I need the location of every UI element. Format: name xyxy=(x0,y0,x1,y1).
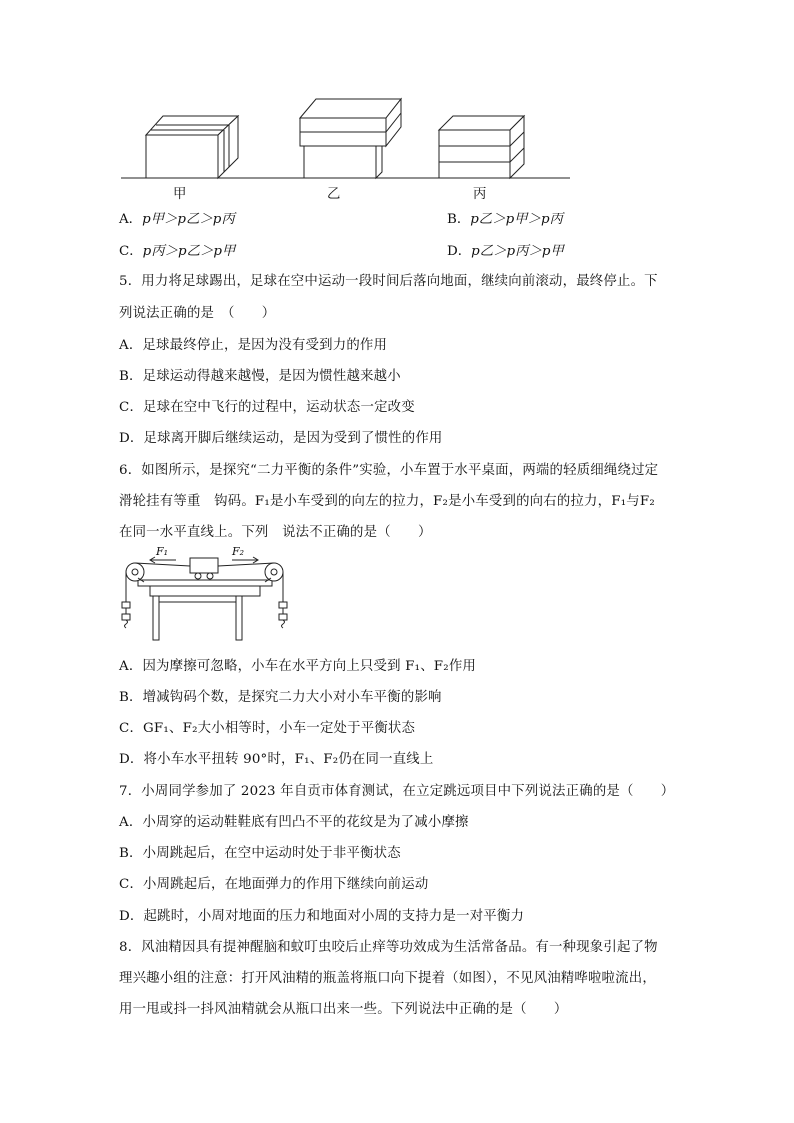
box-yi xyxy=(300,99,401,178)
q6-stem-line2: 滑轮挂有等重 钩码。F₁是小车受到的向左的拉力，F₂是小车受到的向右的拉力，F₁与F₂ xyxy=(119,494,655,509)
q4-option-b: B．p乙＞p甲＞p丙 xyxy=(447,212,563,227)
q4-option-c: C．p丙＞p乙＞p甲 xyxy=(119,244,236,259)
q5-option-a: A．足球最终停止，是因为没有受到力的作用 xyxy=(119,338,388,353)
box-bing xyxy=(439,116,524,178)
two-force-balance-figure xyxy=(0,540,794,650)
q6-option-b: B．增减钩码个数，是探究二力大小对小车平衡的影响 xyxy=(119,690,442,705)
q5-option-d: D．足球离开脚后继续运动，是因为受到了惯性的作用 xyxy=(119,431,443,446)
q7-option-a: A．小周穿的运动鞋鞋底有凹凸不平的花纹是为了减小摩擦 xyxy=(119,815,469,830)
q6-stem-line3: 在同一水平直线上。下列 说法不正确的是（ ） xyxy=(119,525,432,540)
q7-stem: 7．小周同学参加了 2023 年自贡市体育测试，在立定跳远项目中下列说法正确的是（ ） xyxy=(119,784,675,799)
fig-label-f2: F₂ xyxy=(232,545,245,558)
q7-option-c: C．小周跳起后，在地面弹力的作用下继续向前运动 xyxy=(119,877,429,892)
fig-label-f1: F₁ xyxy=(156,545,169,558)
q5-option-c: C．足球在空中飞行的过程中，运动状态一定改变 xyxy=(119,400,415,415)
label-yi: 乙 xyxy=(327,187,341,202)
label-jia: 甲 xyxy=(173,187,187,202)
q4-option-d: D．p乙＞p丙＞p甲 xyxy=(447,244,564,259)
q6-option-a: A．因为摩擦可忽略，小车在水平方向上只受到 F₁、F₂作用 xyxy=(119,659,477,674)
q8-stem-line3: 用一甩或抖一抖风油精就会从瓶口出来一些。下列说法中正确的是（ ） xyxy=(119,1002,568,1017)
q5-option-b: B．足球运动得越来越慢，是因为惯性越来越小 xyxy=(119,369,401,384)
bricks-figure xyxy=(0,0,794,200)
q4-option-a: A．p甲＞p乙＞p丙 xyxy=(119,212,235,227)
q5-stem-line1: 5．用力将足球踢出，足球在空中运动一段时间后落向地面，继续向前滚动，最终停止。下 xyxy=(119,274,658,289)
q6-option-c: C．GF₁、F₂大小相等时，小车一定处于平衡状态 xyxy=(119,721,416,736)
q6-stem-line1: 6．如图所示，是探究“二力平衡的条件”实验，小车置于水平桌面，两端的轻质细绳绕过定 xyxy=(119,463,659,478)
q7-option-b: B．小周跳起后，在空中运动时处于非平衡状态 xyxy=(119,846,401,861)
box-jia xyxy=(146,116,238,178)
label-bing: 丙 xyxy=(473,187,487,202)
q7-option-d: D．起跳时，小周对地面的压力和地面对小周的支持力是一对平衡力 xyxy=(119,909,525,924)
q6-option-d: D．将小车水平扭转 90°时，F₁、F₂仍在同一直线上 xyxy=(119,752,434,767)
q8-stem-line1: 8．风油精因具有提神醒脑和蚊叮虫咬后止痒等功效成为生活常备品。有一种现象引起了物 xyxy=(119,940,658,955)
q5-stem-line2: 列说法正确的是 （ ） xyxy=(119,306,276,321)
q8-stem-line2: 理兴趣小组的注意：打开风油精的瓶盖将瓶口向下提着（如图），不见风油精哗啦啦流出， xyxy=(119,971,656,986)
